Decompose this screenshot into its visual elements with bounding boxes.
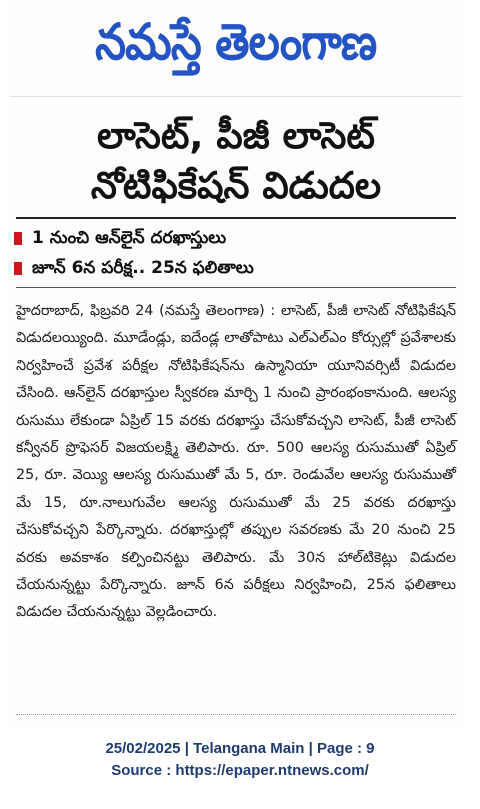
headline-line-2: నోటిఫికేషన్ విడుదల [90, 164, 382, 207]
bullet-item [14, 223, 462, 253]
masthead-title: నమస్తే తెలంగాణ [95, 12, 377, 71]
masthead [10, 0, 462, 97]
source-footer [0, 738, 480, 782]
bullet-text: 1 నుంచి ఆన్‌లైన్ దరఖాస్తులు [32, 228, 227, 248]
bullet-marker-icon [14, 232, 22, 245]
bullet-item [14, 253, 462, 283]
highlight-bullets [10, 219, 462, 283]
article-headline [10, 97, 462, 211]
newspaper-clipping [10, 0, 462, 728]
bullet-marker-icon [14, 262, 22, 275]
footer-source: Source : https://epaper.ntnews.com/ [111, 762, 369, 779]
headline-line-1: లాసెట్, పీజీ లాసెట్ [97, 114, 375, 157]
article-body: హైదరాబాద్, ఫిబ్రవరి 24 (నమస్తే తెలంగాణ) : లాసెట్, పీజీ లాసెట్ నోటిఫికేషన్ విడుదలయ్యింది. మూడేండ్లు, ఐదేండ్ల లాతోపాటు ఎల్‌ఎల్‌ఎం కోర్సుల్లో ప్రవేశాలకు నిర్వహించే ప్రవేశ పరీక్షల నోటిఫికేషన్‌ను ఉస్మానియా యూనివర్సిటీ విడుదల చేసింది. ఆన్‌లైన్ దరఖాస్తుల స్వీకరణ మార్చి 1 నుంచి ప్రారంభంకానుంది. ఆలస్య రుసుము లేకుండా ఏప్రిల్ 15 వరకు దరఖాస్తు చేసుకోవచ్చని లాసెట్, పీజీ లాసెట్ కన్వీనర్ ప్రొఫెసర్ విజయలక్ష్మి తెలిపారు. రూ. 500 ఆలస్య రుసుముతో ఏప్రిల్ 25, రూ. వెయ్యి ఆలస్య రుసుముతో మే 5, రూ. రెండువేల ఆలస్య రుసుముతో మే 15, రూ.నాలుగువేల ఆలస్య రుసుముతో మే 25 వరకు దరఖాస్తు చేసుకోవచ్చని పేర్కొన్నారు. దరఖాస్తుల్లో తప్పుల సవరణకు మే 20 నుంచి 25 వరకు అవకాశం కల్పించినట్టు తెలిపారు. మే 30న హాల్‌టికెట్లు విడుదల చేయనున్నట్టు పేర్కొన్నారు. జూన్ 6న పరీక్షలు నిర్వహించి, 25న ఫలితాలు విడుదల చేయనున్నట్టు వెల్లడించారు. [16, 303, 456, 621]
footer-date-page: 25/02/2025 | Telangana Main | Page : 9 [105, 740, 375, 757]
bullet-text: జూన్ 6న పరీక్ష.. 25న ఫలితాలు [32, 258, 254, 278]
clipping-cut-edge [10, 714, 462, 728]
